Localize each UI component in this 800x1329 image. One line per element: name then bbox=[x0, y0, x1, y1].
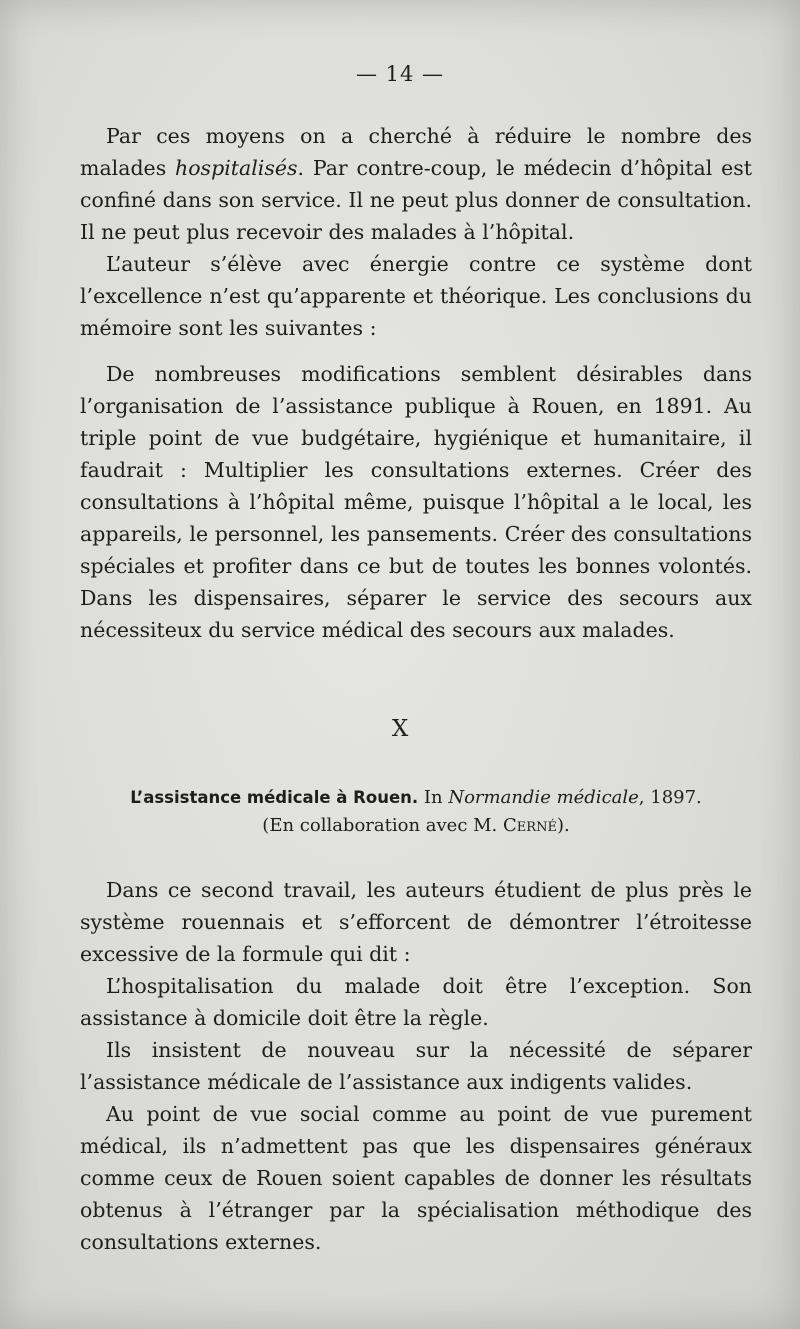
reference-in: In bbox=[423, 787, 443, 808]
paragraph-author-conclusions: L’auteur s’élève avec énergie contre ce système dont l’excellence n’est qu’apparente et théorique. Les conclusions du mémoire sont les suivantes : bbox=[80, 252, 752, 340]
reference-year: , 1897. bbox=[638, 787, 702, 808]
collaborator-name: Cerné bbox=[503, 815, 557, 836]
paragraph-social-view: Au point de vue social comme au point de vue purement médical, ils n’admettent pas que les dispensaires généraux comme ceux de Rouen soient capables de donner les résultats obtenus à l’étranger par la spécialisation méthodique des consultations externes. bbox=[80, 1102, 752, 1254]
paragraph-modifications: De nombreuses modifications semblent désirables dans l’organisation de l’assistance publique à Rouen, en 1891. Au triple point de vue budgétaire, hygiénique et humanitaire, il faudrait : Multiplier les consultations externes. Créer des consultations à l’hôpital même, puisque l’hôpital a le local, les appareils, le personnel, les pansements. Créer des consultations spéciales et profiter dans ce but de toutes les bonnes volontés. Dans les dispensaires, séparer le service des secours aux nécessiteux du service médical des secours aux malades. bbox=[80, 362, 752, 642]
paragraph-formula: L’hospitalisation du malade doit être l’exception. Son assistance à domicile doit être la règle. bbox=[80, 974, 752, 1030]
paragraph-separation: Ils insistent de nouveau sur la nécessité de séparer l’assistance médicale de l’assistance aux indigents valides. bbox=[80, 1038, 752, 1094]
section-numeral: X bbox=[391, 716, 409, 742]
text-block-conclusions bbox=[80, 358, 752, 646]
reference-citation bbox=[80, 784, 752, 840]
collaboration-suffix: ). bbox=[556, 815, 570, 836]
emphasis-hospitalises: hospitalisés bbox=[175, 156, 298, 180]
text-block-bottom bbox=[80, 874, 752, 1258]
collaboration-prefix: (En collaboration avec M. bbox=[262, 815, 498, 836]
paragraph-second-work: Dans ce second travail, les auteurs étudient de plus près le système rouennais et s’efforcent de démontrer l’étroitesse excessive de la formule qui dit : bbox=[80, 878, 752, 966]
reference-journal: Normandie médicale bbox=[448, 787, 639, 808]
reference-title: L’assistance médicale à Rouen. bbox=[130, 788, 419, 807]
text-block-top bbox=[80, 120, 752, 344]
page-number: — 14 — bbox=[355, 62, 445, 86]
paragraph-hospitalisation: Par ces moyens on a cherché à réduire le nombre des malades hospitalisés. Par contre-coup, le médecin d’hôpital est confiné dans son service. Il ne peut plus donner de consultation. Il ne peut plus recevoir des malades à l’hôpital. bbox=[80, 124, 752, 244]
